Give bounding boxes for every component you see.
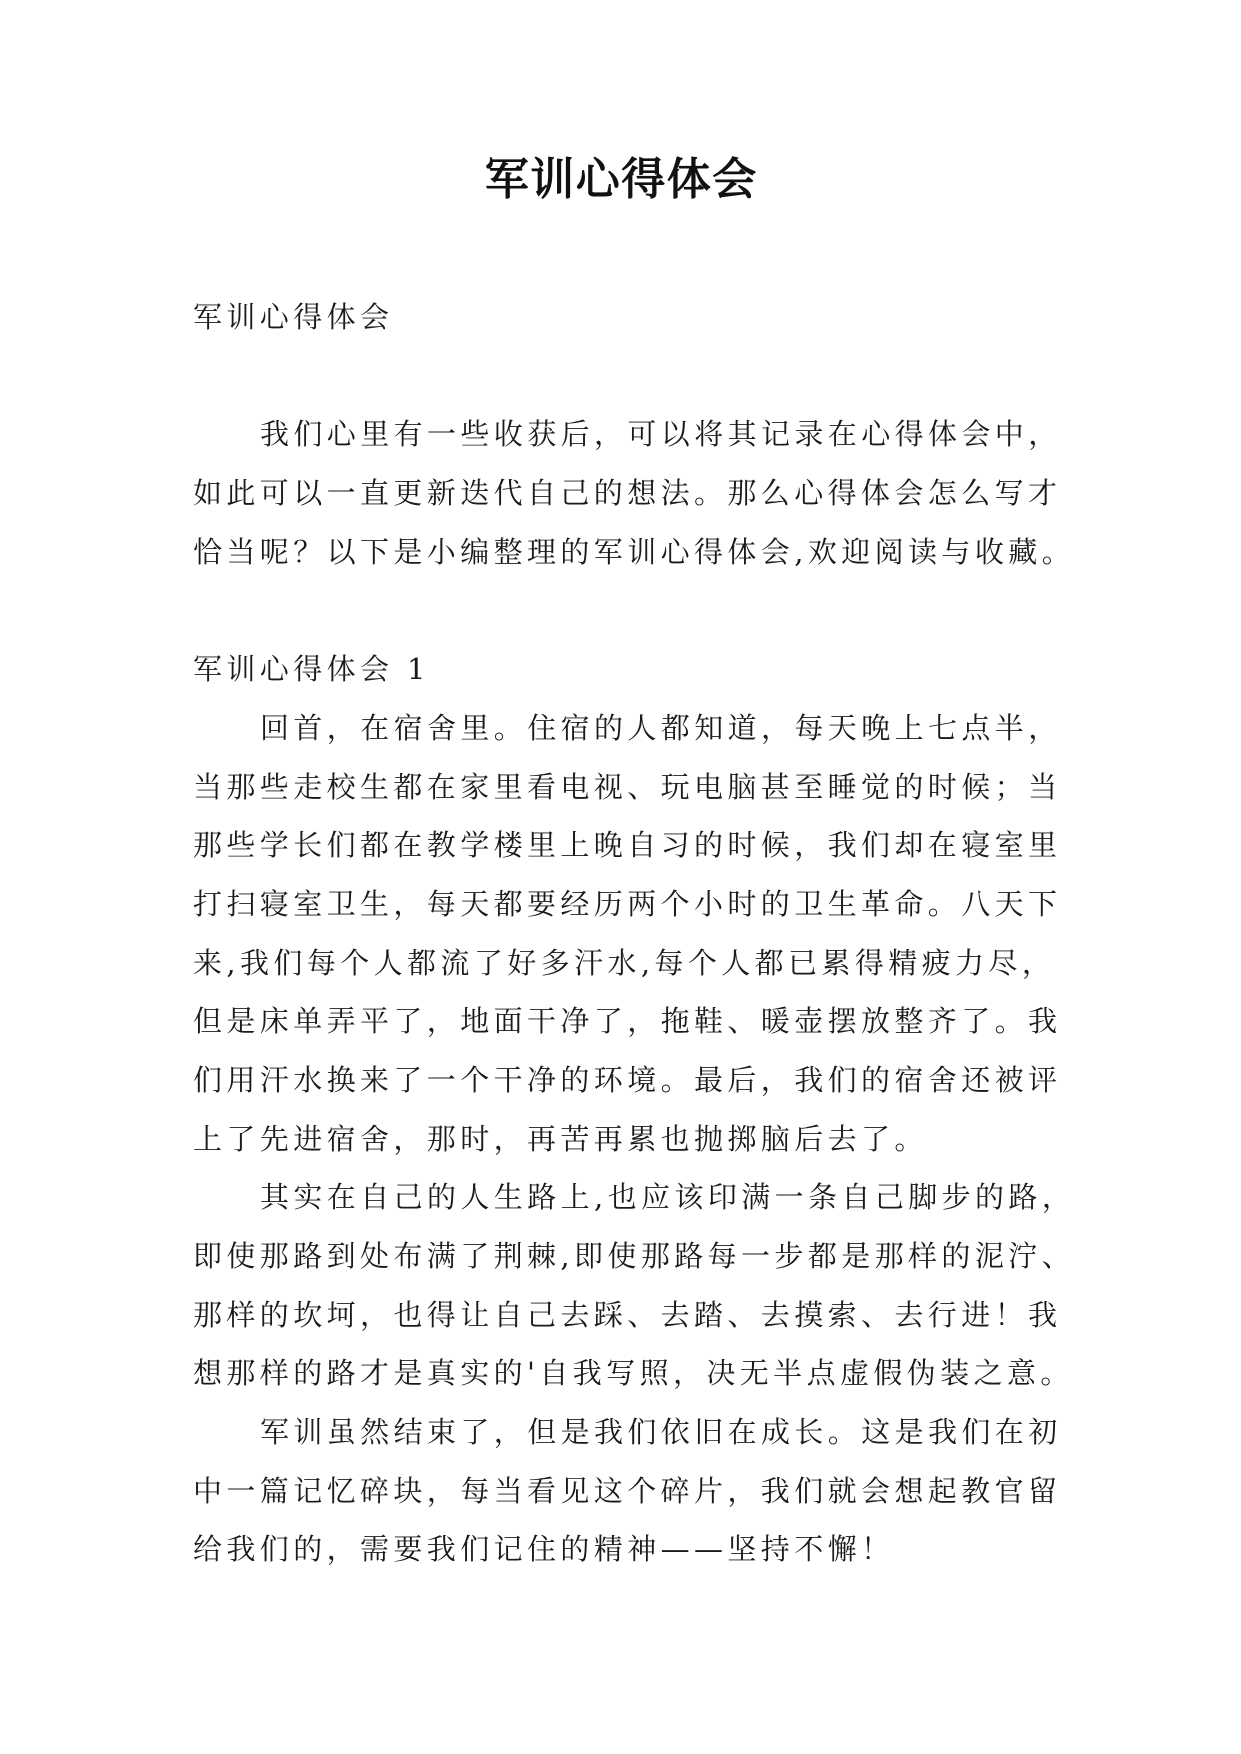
paragraph-line: 中一篇记忆碎块，每当看见这个碎片，我们就会想起教官留 (193, 1473, 1062, 1508)
paragraph-line: 们用汗水换来了一个干净的环境。最后，我们的宿舍还被评 (193, 1062, 1062, 1097)
paragraph-line: 如此可以一直更新迭代自己的想法。那么心得体会怎么写才 (193, 476, 1062, 511)
paragraph-line: 上了先进宿舍，那时，再苦再累也抛掷脑后去了。 (193, 1121, 928, 1156)
body-paragraph (193, 1168, 1153, 1403)
document-body (193, 288, 1153, 1579)
paragraph-line: 即使那路到处布满了荆棘,即使那路每一步都是那样的泥泞、 (193, 1239, 1076, 1273)
document-title: 军训心得体会 (484, 154, 758, 205)
intro-paragraph (193, 405, 1153, 581)
paragraph-line: 但是床单弄平了，地面干净了，拖鞋、暖壶摆放整齐了。我 (193, 1004, 1062, 1039)
paragraph-line: 回首，在宿舍里。住宿的人都知道，每天晚上七点半， (260, 710, 1062, 745)
paragraph-line: 其实在自己的人生路上,也应该印满一条自己脚步的路， (260, 1180, 1076, 1215)
paragraph-line: 我们心里有一些收获后，可以将其记录在心得体会中， (260, 417, 1062, 452)
paragraph-line: 那些学长们都在教学楼里上晚自习的时候，我们却在寝室里 (193, 828, 1062, 863)
body-paragraph (193, 699, 1153, 1169)
paragraph-line: 恰当呢？以下是小编整理的军训心得体会,欢迎阅读与收藏。 (193, 534, 1076, 569)
paragraph-line: 给我们的，需要我们记住的精神——坚持不懈！ (193, 1532, 895, 1567)
paragraph-line: 打扫寝室卫生，每天都要经历两个小时的卫生革命。八天下 (193, 886, 1062, 921)
paragraph-line: 来,我们每个人都流了好多汗水,每个人都已累得精疲力尽， (193, 945, 1056, 980)
body-paragraph (193, 1403, 1153, 1579)
document-subtitle: 军训心得体会 (193, 300, 394, 334)
section-heading: 军训心得体会 1 (193, 652, 430, 687)
paragraph-line: 当那些走校生都在家里看电视、玩电脑甚至睡觉的时候；当 (193, 769, 1062, 804)
paragraph-line: 想那样的路才是真实的'自我写照，决无半点虚假伪装之意。 (193, 1356, 1074, 1391)
paragraph-line: 军训虽然结束了，但是我们依旧在成长。这是我们在初 (260, 1415, 1062, 1450)
paragraph-line: 那样的坎坷，也得让自己去踩、去踏、去摸索、去行进！我 (193, 1297, 1062, 1332)
